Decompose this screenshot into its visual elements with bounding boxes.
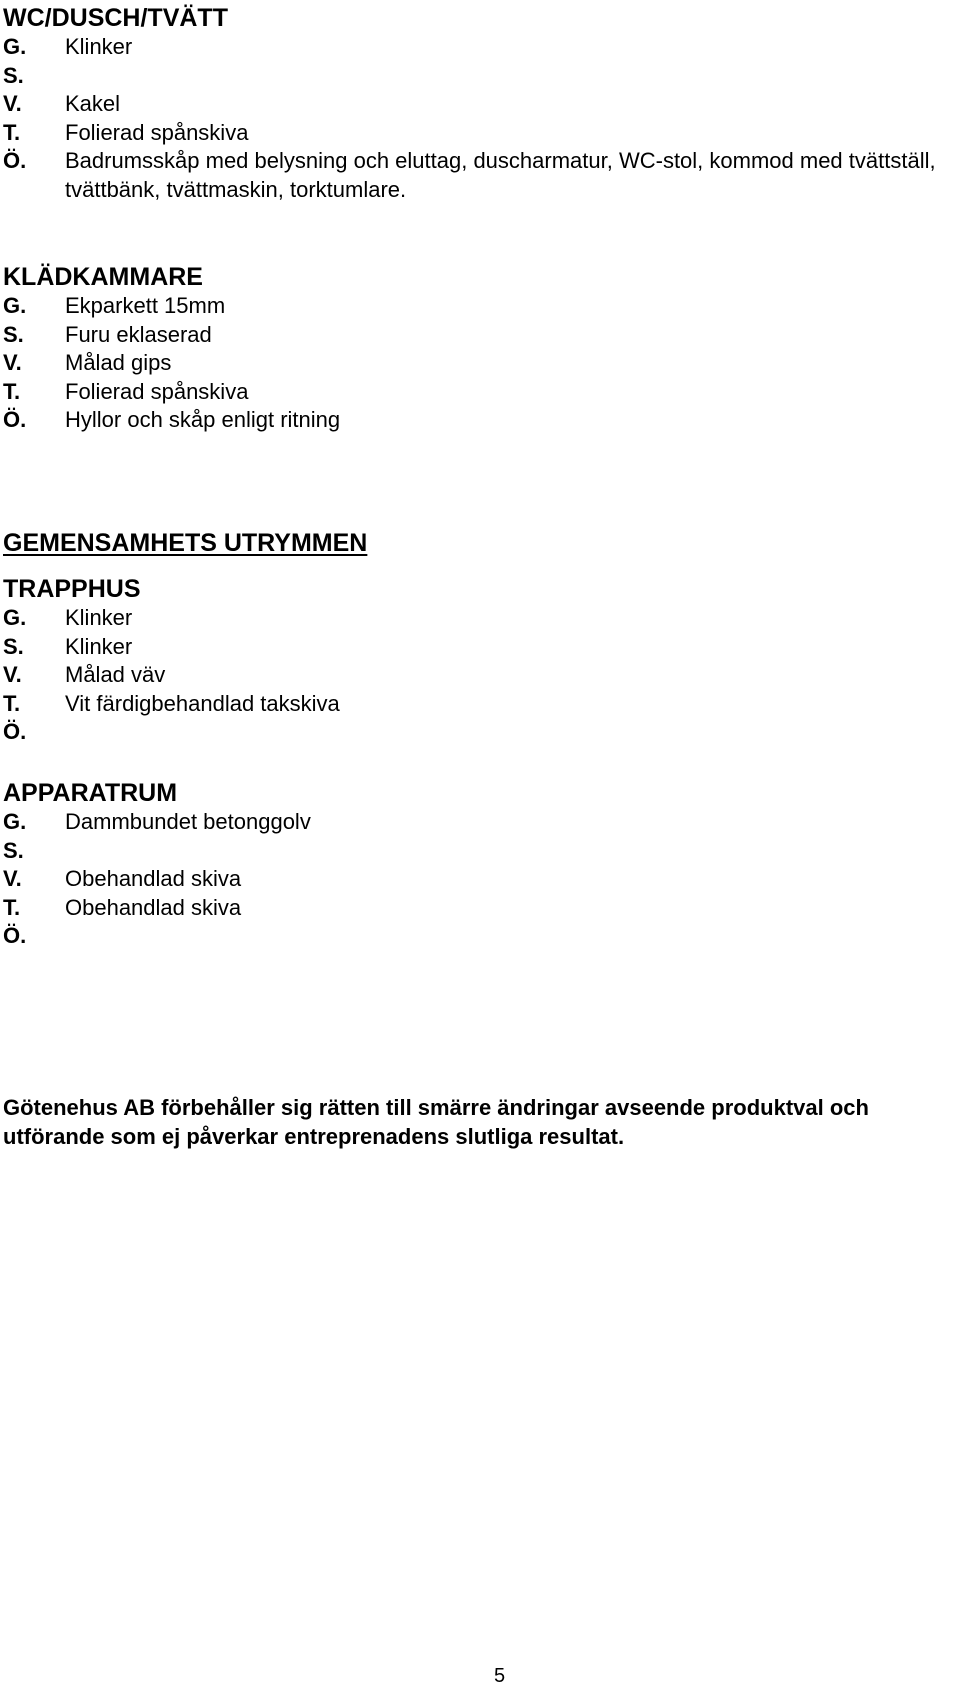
section-title: APPARATRUM bbox=[3, 779, 178, 807]
spec-row-vagg bbox=[3, 349, 953, 378]
spec-row-ovrigt bbox=[3, 718, 953, 747]
spec-key: S. bbox=[3, 633, 24, 659]
spec-key: Ö. bbox=[3, 407, 27, 432]
spec-row-golv bbox=[3, 808, 953, 837]
spec-row-vagg bbox=[3, 90, 953, 119]
spec-key: T. bbox=[3, 894, 21, 920]
spec-value: Klinker bbox=[65, 605, 133, 630]
spec-key: G. bbox=[3, 34, 27, 59]
spec-row-tak bbox=[3, 690, 953, 719]
spec-row-sockel bbox=[3, 837, 953, 866]
spec-value: Furu eklaserad bbox=[65, 321, 212, 347]
spec-value bbox=[65, 837, 953, 866]
spec-value bbox=[65, 62, 953, 91]
spec-value: Obehandlad skiva bbox=[65, 866, 242, 891]
spec-row-tak bbox=[3, 894, 953, 923]
spec-key: Ö. bbox=[3, 148, 27, 173]
spec-key: S. bbox=[3, 62, 24, 88]
spec-value: Folierad spånskiva bbox=[65, 378, 249, 404]
spec-value: Kakel bbox=[65, 91, 121, 116]
spec-value: Folierad spånskiva bbox=[65, 119, 249, 145]
spec-key: G. bbox=[3, 809, 27, 834]
spec-key: G. bbox=[3, 293, 27, 318]
spec-key: V. bbox=[3, 350, 22, 375]
spec-key: S. bbox=[3, 837, 24, 863]
spec-key: S. bbox=[3, 321, 24, 347]
spec-value: Hyllor och skåp enligt ritning bbox=[65, 407, 341, 432]
spec-key: Ö. bbox=[3, 719, 27, 744]
spec-key: T. bbox=[3, 119, 21, 145]
spec-value: Dammbundet betonggolv bbox=[65, 809, 311, 834]
spec-key: T. bbox=[3, 690, 21, 716]
section-title: WC/DUSCH/TVÄTT bbox=[3, 4, 228, 32]
spec-row-golv bbox=[3, 33, 953, 62]
spec-row-vagg bbox=[3, 661, 953, 690]
spec-row-ovrigt bbox=[3, 922, 953, 951]
spec-key: V. bbox=[3, 866, 22, 891]
spec-row-sockel bbox=[3, 62, 953, 91]
spec-row-golv bbox=[3, 604, 953, 633]
spec-key: V. bbox=[3, 662, 22, 687]
spec-value: Ekparkett 15mm bbox=[65, 293, 226, 318]
spec-value: Klinker bbox=[65, 34, 133, 59]
section-gemensamhets-utrymmen bbox=[3, 528, 953, 558]
page-number: 5 bbox=[494, 1665, 506, 1687]
spec-row-tak bbox=[3, 119, 953, 148]
spec-key: V. bbox=[3, 91, 22, 116]
spec-value: Badrumsskåp med belysning och eluttag, duscharmatur, WC-stol, kommod med tvättställ, tvättbänk, tvättmaskin, torktumlare. bbox=[65, 148, 936, 202]
spec-key: Ö. bbox=[3, 923, 27, 948]
spec-value: Klinker bbox=[65, 633, 133, 659]
spec-row-vagg bbox=[3, 865, 953, 894]
spec-row-ovrigt bbox=[3, 147, 953, 204]
spec-row-golv bbox=[3, 292, 953, 321]
spec-value: Målad väv bbox=[65, 662, 166, 687]
spec-row-ovrigt bbox=[3, 406, 953, 435]
spec-row-sockel bbox=[3, 633, 953, 662]
spec-value bbox=[65, 718, 953, 747]
disclaimer-text: Götenehus AB förbehåller sig rätten till smärre ändringar avseende produktval och utförande som ej påverkar entreprenadens slutliga resultat. bbox=[3, 1095, 869, 1149]
spec-value: Målad gips bbox=[65, 350, 172, 375]
spec-key: T. bbox=[3, 378, 21, 404]
section-title: GEMENSAMHETS UTRYMMEN bbox=[3, 529, 368, 557]
spec-value bbox=[65, 922, 953, 951]
section-apparatrum bbox=[3, 778, 953, 951]
spec-row-tak bbox=[3, 378, 953, 407]
section-kladkammare bbox=[3, 262, 953, 435]
spec-key: G. bbox=[3, 605, 27, 630]
section-trapphus bbox=[3, 574, 953, 747]
spec-value: Vit färdigbehandlad takskiva bbox=[65, 690, 340, 716]
section-wc-dusch-tvatt bbox=[3, 3, 953, 204]
section-title: TRAPPHUS bbox=[3, 575, 141, 603]
section-title: KLÄDKAMMARE bbox=[3, 263, 203, 291]
spec-row-sockel bbox=[3, 321, 953, 350]
spec-value: Obehandlad skiva bbox=[65, 894, 242, 920]
